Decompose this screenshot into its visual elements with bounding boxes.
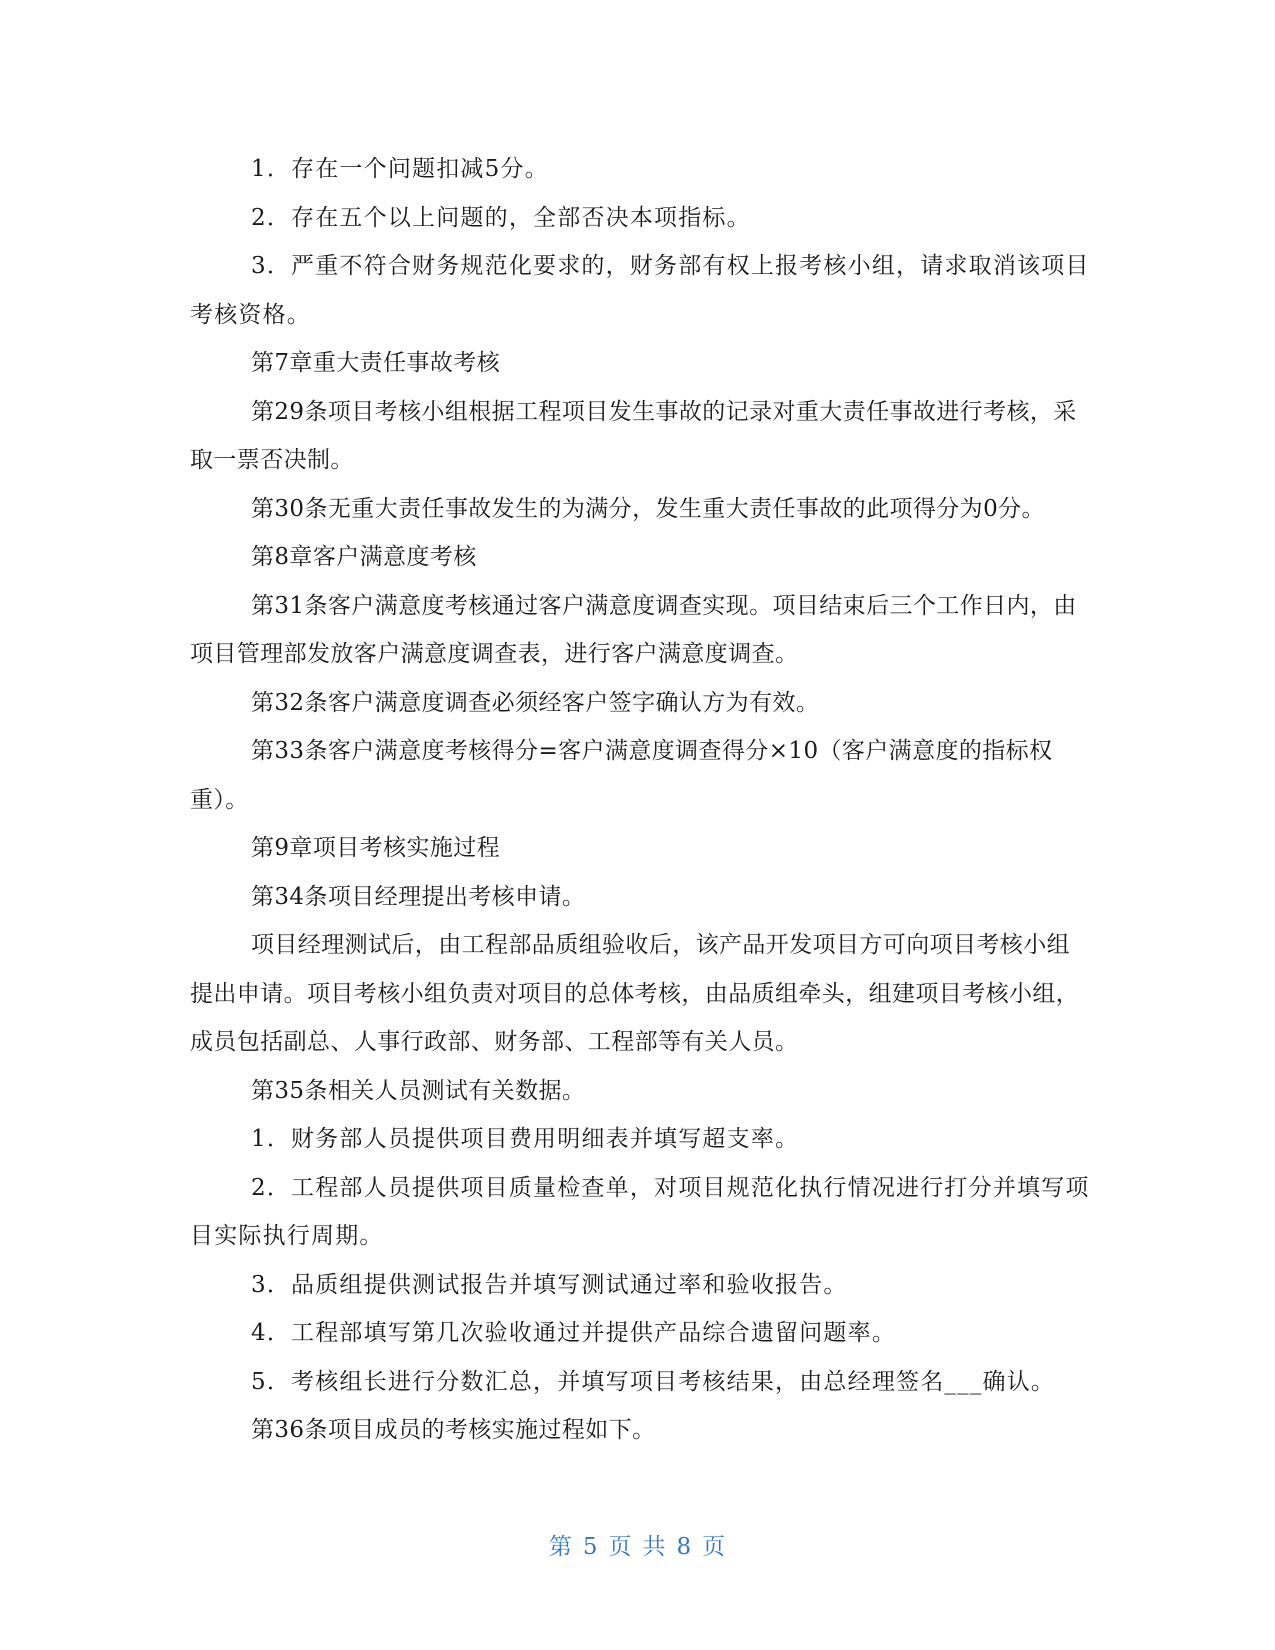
- article-36: 第36条项目成员的考核实施过程如下。: [251, 1417, 656, 1443]
- article-35-item-3: 3．品质组提供测试报告并填写测试通过率和验收报告。: [251, 1271, 848, 1298]
- footer-prefix: 第: [548, 1534, 573, 1560]
- chapter-heading-7: 第7章重大责任事故考核: [251, 350, 501, 376]
- paragraph-item-1: 1．存在一个问题扣减5分。: [251, 156, 549, 182]
- article-29: 第29条项目考核小组根据工程项目发生事故的记录对重大责任事故进行考核，采取一票否决制。: [190, 398, 1077, 473]
- footer-page-word: 页: [608, 1534, 633, 1560]
- footer-total-pages: 8: [676, 1534, 693, 1560]
- article-33: 第33条客户满意度考核得分=客户满意度调查得分×10（客户满意度的指标权重）。: [190, 738, 1053, 813]
- page-footer: [0, 1528, 1275, 1561]
- chapter-heading-9: 第9章项目考核实施过程: [251, 835, 501, 861]
- article-32: 第32条客户满意度调查必须经客户签字确认方为有效。: [251, 689, 820, 716]
- footer-total-word: 共: [642, 1534, 667, 1560]
- article-34-body: 项目经理测试后，由工程部品质组验收后，该产品开发项目方可向项目考核小组提出申请。项目考核小组负责对项目的总体考核，由品质组牵头，组建项目考核小组，成员包括副总、人事行政部、财务部、工程部等有关人员。: [190, 932, 1080, 1055]
- page-body: [190, 145, 1090, 1455]
- article-31: 第31条客户满意度考核通过客户满意度调查实现。项目结束后三个工作日内，由项目管理部发放客户满意度调查表，进行客户满意度调查。: [190, 592, 1077, 667]
- article-34: 第34条项目经理提出考核申请。: [251, 883, 586, 910]
- article-35-item-4: 4．工程部填写第几次验收通过并提供产品综合遗留问题率。: [251, 1320, 897, 1346]
- footer-current-page: 5: [582, 1534, 599, 1560]
- article-35: 第35条相关人员测试有关数据。: [251, 1077, 586, 1104]
- article-35-item-5: 5．考核组长进行分数汇总，并填写项目考核结果，由总经理签名___确认。: [251, 1368, 1056, 1395]
- chapter-heading-8: 第8章客户满意度考核: [251, 544, 477, 570]
- paragraph-item-2: 2．存在五个以上问题的，全部否决本项指标。: [251, 204, 751, 231]
- article-30: 第30条无重大责任事故发生的为满分，发生重大责任事故的此项得分为0分。: [251, 495, 1045, 522]
- paragraph-item-3: 3．严重不符合财务规范化要求的，财务部有权上报考核小组，请求取消该项目考核资格。: [190, 253, 1090, 328]
- footer-suffix: 页: [702, 1534, 727, 1560]
- article-35-item-2: 2．工程部人员提供项目质量检查单，对项目规范化执行情况进行打分并填写项目实际执行周期。: [190, 1174, 1090, 1249]
- article-35-item-1: 1．财务部人员提供项目费用明细表并填写超支率。: [251, 1126, 800, 1152]
